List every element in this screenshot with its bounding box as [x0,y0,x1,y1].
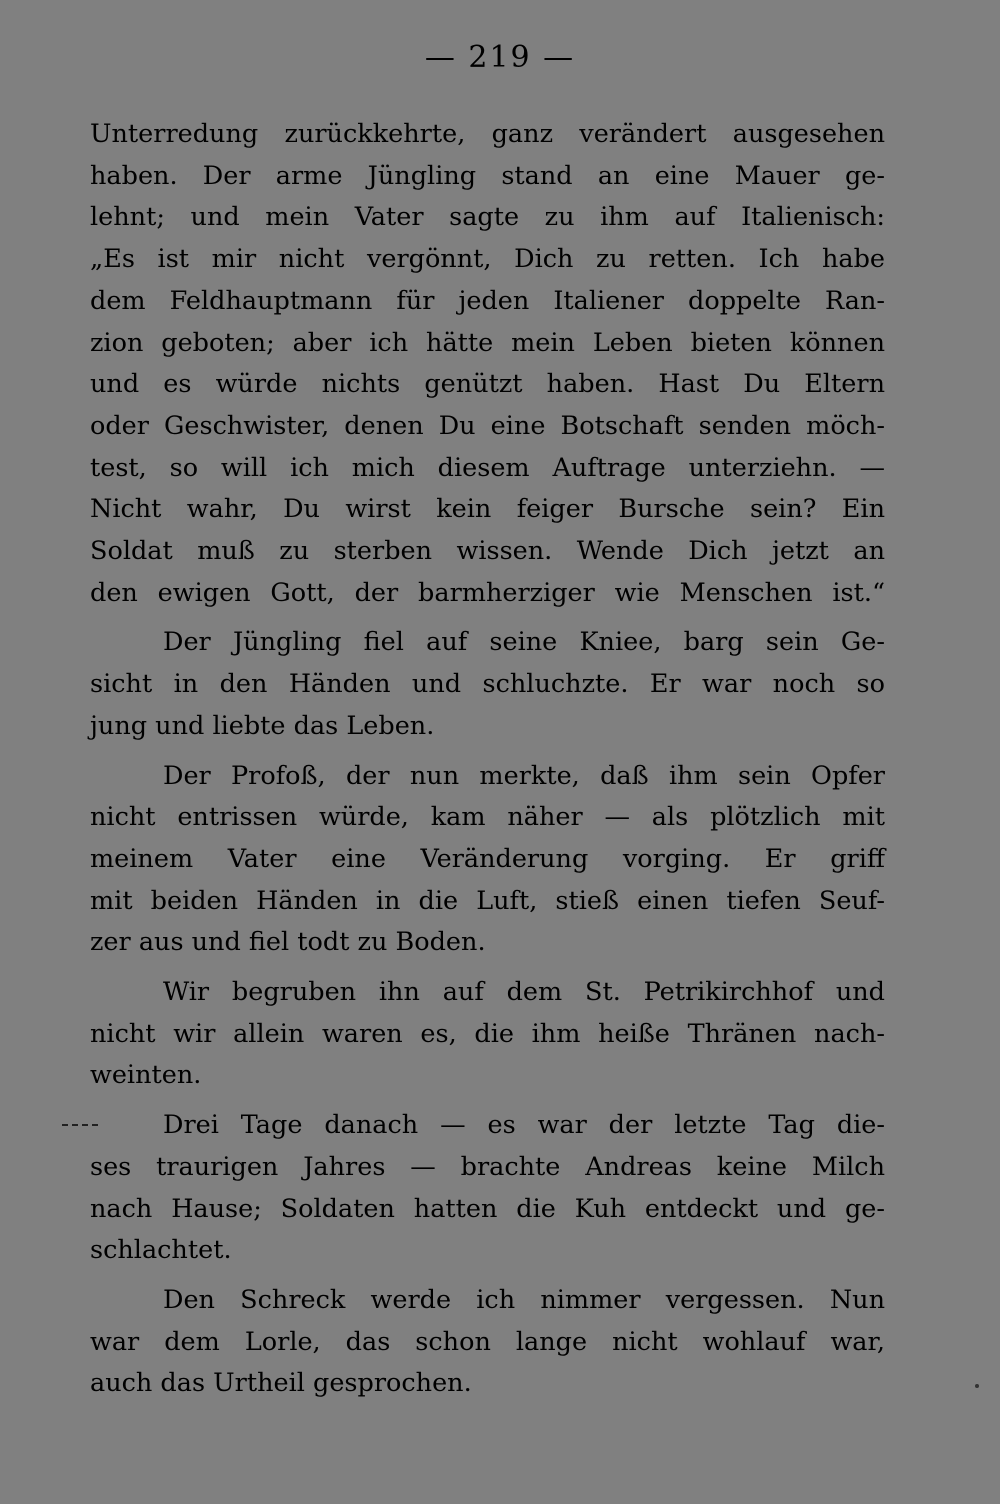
text-line: meinem Vater eine Veränderung vorging. Er griff [90,843,885,874]
scan-mark [62,1124,98,1128]
text-line: „Es ist mir nicht vergönnt, Dich zu retten. Ich habe [90,244,885,275]
text-line: Der Jüngling fiel auf seine Kniee, barg sein Ge- [163,627,885,658]
text-line: haben. Der arme Jüngling stand an eine Mauer ge- [90,160,885,191]
text-line: Unterredung zurückkehrte, ganz verändert ausgesehen [90,119,885,149]
text-line: auch das Urtheil gesprochen. [90,1368,472,1399]
paragraph [90,756,885,965]
text-line: zer aus und fiel todt zu Boden. [90,927,486,958]
paragraph [90,1105,885,1272]
text-line: war dem Lorle, das schon lange nicht wohlauf war, [90,1326,885,1357]
text-line: jung und liebte das Leben. [90,710,435,741]
text-line: Wir begruben ihn auf dem St. Petrikirchhof und [163,977,885,1008]
text-line: Drei Tage danach — es war der letzte Tag die- [163,1110,885,1141]
page-number: — 219 — [424,40,576,75]
paragraph [90,972,885,1097]
text-line: weinten. [90,1060,202,1091]
text-line: test, so will ich mich diesem Auftrage unterziehn. — [90,452,885,483]
text-line: schlachtet. [90,1235,232,1266]
text-line: lehnt; und mein Vater sagte zu ihm auf Italienisch: [90,202,885,233]
text-line: sicht in den Händen und schluchzte. Er war noch so [90,669,885,700]
text-line: nach Hause; Soldaten hatten die Kuh entdeckt und ge- [90,1193,885,1224]
paragraph [90,114,885,614]
text-line: Soldat muß zu sterben wissen. Wende Dich jetzt an [90,536,885,567]
text-line: mit beiden Händen in die Luft, stieß einen tiefen Seuf- [90,885,885,916]
text-line: ses traurigen Jahres — brachte Andreas keine Milch [90,1151,885,1182]
text-line: zion geboten; aber ich hätte mein Leben bieten können [90,327,885,358]
text-line: Der Profoß, der nun merkte, daß ihm sein Opfer [163,760,885,791]
text-line: den ewigen Gott, der barmherziger wie Menschen ist.“ [90,577,885,608]
paragraph [90,1280,885,1405]
scan-speck [975,1384,979,1388]
text-line: Den Schreck werde ich nimmer vergessen. Nun [163,1284,885,1315]
text-line: nicht wir allein waren es, die ihm heiße Thränen nach- [90,1018,885,1049]
text-line: Nicht wahr, Du wirst kein feiger Bursche sein? Ein [90,494,885,525]
text-line: oder Geschwister, denen Du eine Botschaft senden möch- [90,410,885,441]
body-text [90,114,885,1405]
text-line: dem Feldhauptmann für jeden Italiener doppelte Ran- [90,285,885,316]
paragraph [90,622,885,747]
text-line: nicht entrissen würde, kam näher — als plötzlich mit [90,802,885,833]
text-line: und es würde nichts genützt haben. Hast Du Eltern [90,369,885,400]
